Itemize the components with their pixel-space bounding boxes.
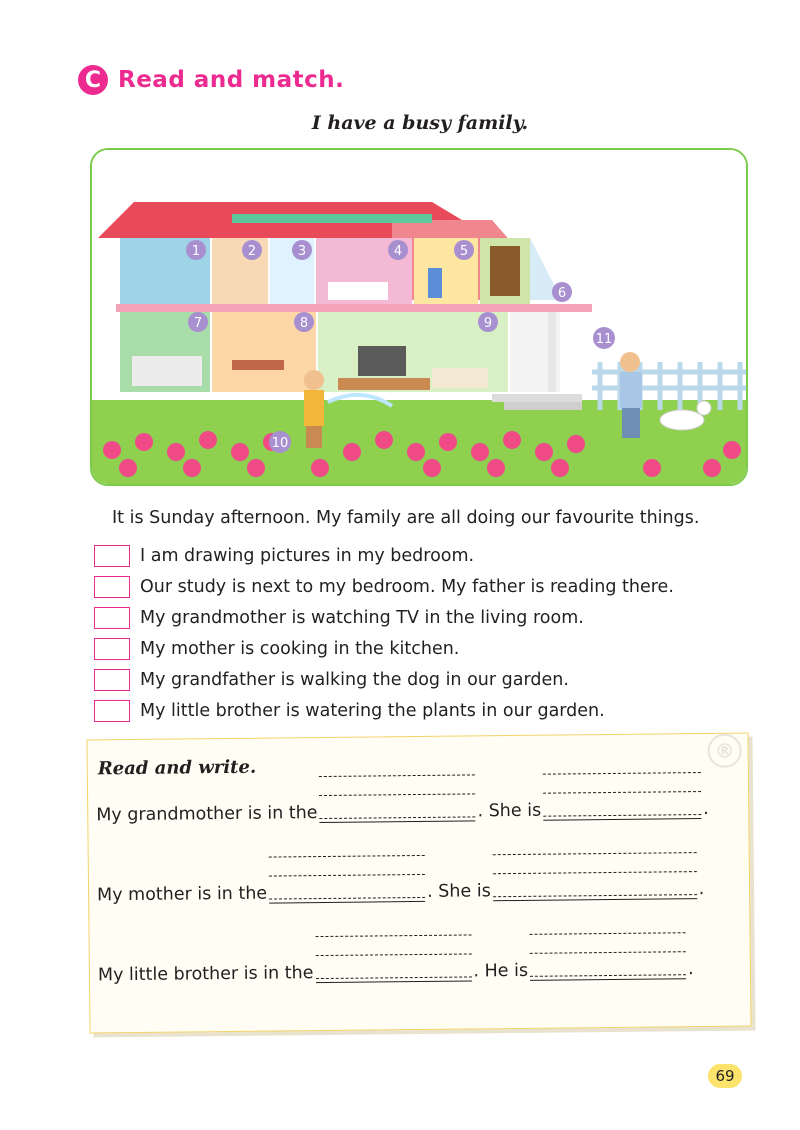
svg-text:3: 3 [297, 244, 307, 259]
write-prefix: My mother is in the [97, 883, 268, 906]
marker-1 [186, 240, 206, 260]
grandfather-figure [620, 352, 642, 438]
intro-text: It is Sunday afternoon. My family are all doing our favourite things. [112, 508, 700, 528]
match-sentence: My grandfather is walking the dog in our garden. [140, 669, 569, 690]
write-end: . [687, 959, 694, 980]
write-line-1 [96, 798, 709, 825]
match-sentence: My little brother is watering the plants in our garden. [140, 700, 605, 721]
read-and-write-note [86, 733, 751, 1034]
write-prefix: My little brother is in the [97, 963, 314, 986]
blank-action-3[interactable] [530, 958, 686, 981]
marker-5 [454, 240, 474, 260]
svg-text:1: 1 [191, 244, 201, 259]
bookshelf [490, 246, 520, 296]
write-middle: . She is [477, 800, 542, 822]
story-title: I have a busy family. [311, 112, 529, 134]
answer-box[interactable] [94, 576, 130, 598]
answer-box[interactable] [94, 607, 130, 629]
section-title: Read and match. [118, 67, 345, 93]
answer-box[interactable] [94, 669, 130, 691]
match-item [94, 540, 674, 571]
marker-8 [294, 312, 314, 332]
write-middle: . She is [427, 881, 491, 902]
svg-text:8: 8 [299, 316, 309, 331]
write-line-3 [98, 958, 694, 985]
blank-place-1[interactable] [319, 800, 475, 823]
svg-text:7: 7 [193, 316, 203, 331]
read-write-title: Read and write. [97, 756, 257, 780]
marker-2 [242, 240, 262, 260]
marker-4 [388, 240, 408, 260]
match-item [94, 571, 674, 602]
registered-watermark: ® [707, 734, 741, 768]
svg-text:2: 2 [247, 244, 257, 259]
match-item [94, 633, 674, 664]
match-item [94, 602, 674, 633]
svg-text:5: 5 [459, 244, 469, 259]
match-item [94, 695, 674, 726]
write-line-2 [97, 878, 704, 905]
sofa [432, 368, 488, 388]
write-end: . [698, 879, 705, 900]
svg-text:9: 9 [483, 316, 493, 331]
section-header [78, 62, 344, 98]
marker-6 [552, 282, 572, 302]
match-sentence: Our study is next to my bedroom. My father is reading there. [140, 576, 674, 597]
match-list [94, 540, 674, 726]
house-illustration [90, 148, 748, 486]
marker-3 [292, 240, 312, 260]
marker-11 [593, 327, 615, 349]
marker-9 [478, 312, 498, 332]
answer-box[interactable] [94, 700, 130, 722]
write-prefix: My grandmother is in the [96, 803, 318, 826]
bed [328, 282, 388, 300]
match-sentence: I am drawing pictures in my bedroom. [140, 545, 475, 566]
svg-text:4: 4 [393, 244, 403, 259]
little-brother-figure [304, 370, 324, 448]
dining-table [232, 360, 284, 370]
match-sentence: My grandmother is watching TV in the living room. [140, 607, 584, 628]
kitchen-counter [132, 356, 202, 386]
svg-text:11: 11 [595, 332, 613, 347]
write-end: . [703, 798, 709, 820]
marker-7 [188, 312, 208, 332]
section-letter-badge: C [78, 65, 108, 95]
tv [358, 346, 406, 376]
match-item [94, 664, 674, 695]
blank-action-1[interactable] [543, 798, 701, 821]
blank-place-3[interactable] [315, 960, 471, 983]
blank-place-2[interactable] [269, 881, 425, 904]
answer-box[interactable] [94, 638, 130, 660]
match-sentence: My mother is cooking in the kitchen. [140, 638, 460, 659]
page-number: 69 [708, 1064, 742, 1088]
easel-figure [428, 268, 442, 298]
svg-text:6: 6 [557, 286, 567, 301]
blank-action-2[interactable] [493, 878, 697, 901]
marker-10 [269, 431, 291, 453]
write-middle: . He is [473, 960, 529, 982]
svg-text:10: 10 [271, 436, 289, 451]
answer-box[interactable] [94, 545, 130, 567]
